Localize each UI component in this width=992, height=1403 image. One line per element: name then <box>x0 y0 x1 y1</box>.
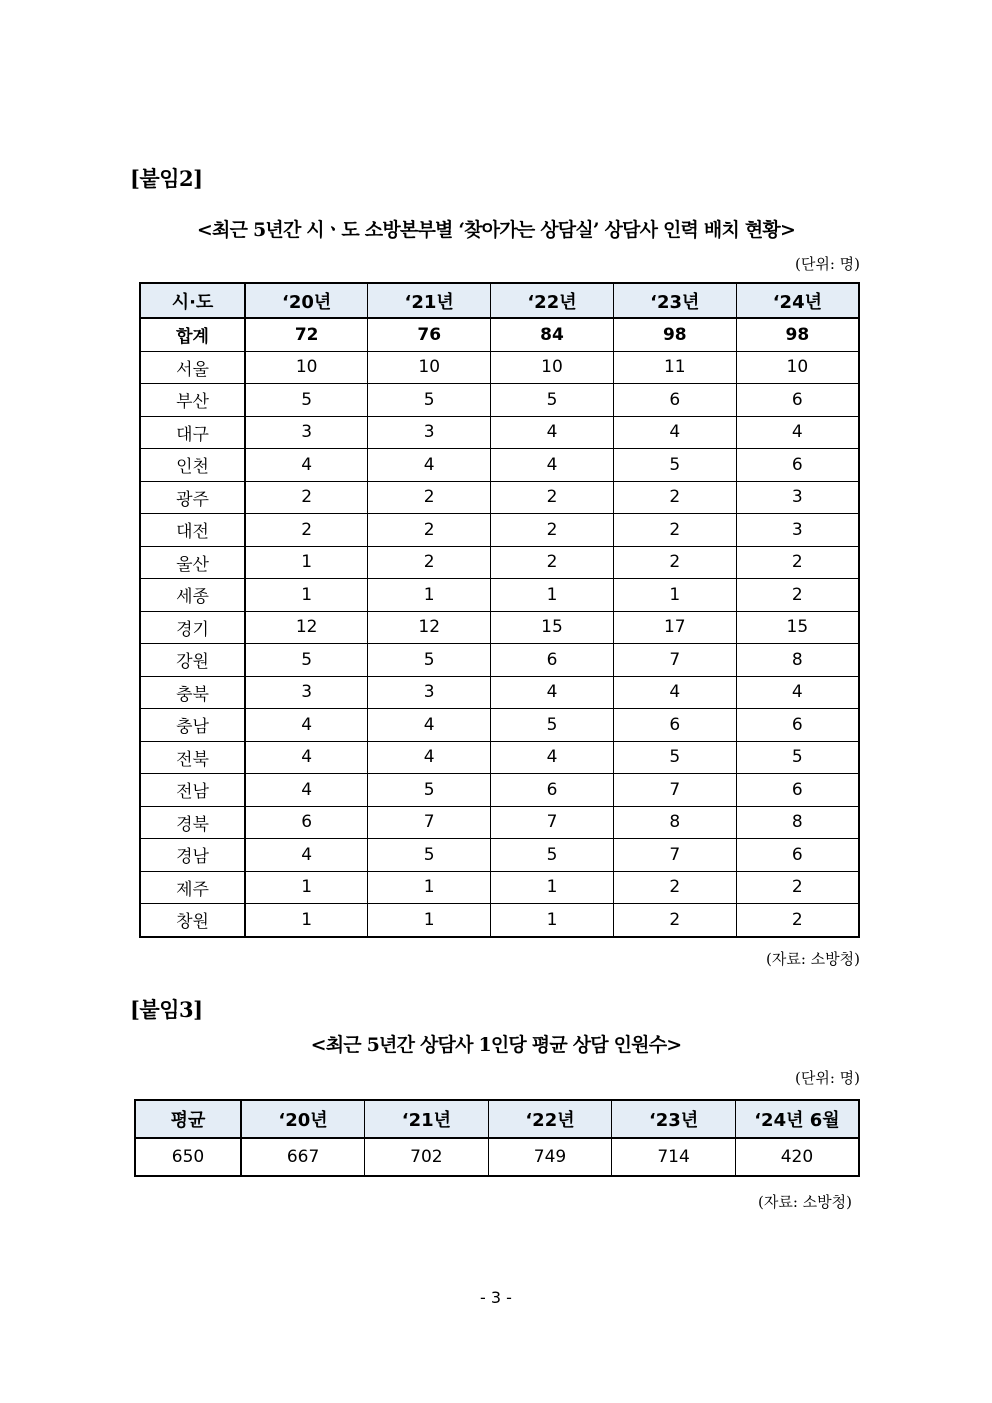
value-cell: 6 <box>613 709 736 742</box>
value-cell: 4 <box>736 416 859 449</box>
value-cell: 8 <box>613 806 736 839</box>
value-cell: 1 <box>491 871 614 904</box>
page-number: - 3 - <box>480 1288 512 1307</box>
value-cell: 5 <box>491 709 614 742</box>
value-cell: 4 <box>245 839 368 872</box>
region-cell: 대전 <box>140 514 245 547</box>
value-cell: 4 <box>491 416 614 449</box>
value-cell: 650 <box>135 1138 241 1176</box>
value-cell: 5 <box>368 774 491 807</box>
column-header: ‘24년 <box>736 283 859 318</box>
value-cell: 2 <box>736 579 859 612</box>
value-cell: 749 <box>488 1138 612 1176</box>
value-cell: 4 <box>245 709 368 742</box>
table-header-row <box>140 283 859 318</box>
region-cell: 대구 <box>140 416 245 449</box>
region-cell: 합계 <box>140 318 245 351</box>
region-cell: 경기 <box>140 611 245 644</box>
value-cell: 6 <box>245 806 368 839</box>
value-cell: 2 <box>245 481 368 514</box>
table-row <box>140 774 859 807</box>
value-cell: 2 <box>491 514 614 547</box>
region-cell: 충남 <box>140 709 245 742</box>
attachment2-source: (자료: 소방청) <box>766 950 860 968</box>
value-cell: 10 <box>491 351 614 384</box>
value-cell: 2 <box>613 904 736 937</box>
table-row <box>140 676 859 709</box>
value-cell: 1 <box>368 904 491 937</box>
value-cell: 7 <box>613 774 736 807</box>
value-cell: 420 <box>735 1138 859 1176</box>
value-cell: 2 <box>736 546 859 579</box>
value-cell: 7 <box>368 806 491 839</box>
value-cell: 1 <box>368 871 491 904</box>
value-cell: 3 <box>368 416 491 449</box>
value-cell: 7 <box>491 806 614 839</box>
table-row <box>140 351 859 384</box>
value-cell: 2 <box>491 546 614 579</box>
attachment2-title: <최근 5년간 시ㆍ도 소방본부별 ‘찾아가는 상담실’ 상담사 인력 배치 현황> <box>196 219 796 241</box>
value-cell: 72 <box>245 318 368 351</box>
value-cell: 76 <box>368 318 491 351</box>
value-cell: 4 <box>368 449 491 482</box>
region-cell: 창원 <box>140 904 245 937</box>
column-header: 평균 <box>135 1100 241 1138</box>
table-row <box>140 644 859 677</box>
region-cell: 강원 <box>140 644 245 677</box>
attachment3-source: (자료: 소방청) <box>758 1193 852 1211</box>
value-cell: 5 <box>613 449 736 482</box>
value-cell: 2 <box>613 514 736 547</box>
value-cell: 714 <box>612 1138 736 1176</box>
value-cell: 4 <box>736 676 859 709</box>
table-row <box>140 546 859 579</box>
region-cell: 인천 <box>140 449 245 482</box>
value-cell: 3 <box>245 676 368 709</box>
table-row <box>140 709 859 742</box>
value-cell: 5 <box>491 839 614 872</box>
value-cell: 6 <box>491 774 614 807</box>
table-row <box>140 579 859 612</box>
value-cell: 7 <box>613 839 736 872</box>
value-cell: 6 <box>736 774 859 807</box>
table-row <box>140 839 859 872</box>
attachment2-unit: (단위: 명) <box>795 255 860 273</box>
value-cell: 4 <box>491 741 614 774</box>
table-row <box>140 481 859 514</box>
table-row <box>140 806 859 839</box>
region-cell: 충북 <box>140 676 245 709</box>
table-row <box>140 904 859 937</box>
value-cell: 15 <box>736 611 859 644</box>
value-cell: 4 <box>491 676 614 709</box>
value-cell: 2 <box>368 481 491 514</box>
value-cell: 4 <box>491 449 614 482</box>
value-cell: 4 <box>368 709 491 742</box>
value-cell: 2 <box>368 546 491 579</box>
value-cell: 4 <box>613 676 736 709</box>
table-row <box>140 871 859 904</box>
value-cell: 5 <box>245 644 368 677</box>
value-cell: 98 <box>613 318 736 351</box>
value-cell: 5 <box>368 839 491 872</box>
column-header: ‘22년 <box>488 1100 612 1138</box>
value-cell: 4 <box>613 416 736 449</box>
column-header: ‘21년 <box>365 1100 489 1138</box>
column-header: ‘23년 <box>613 283 736 318</box>
value-cell: 5 <box>491 384 614 417</box>
staff-deployment-table <box>139 282 860 938</box>
value-cell: 4 <box>245 449 368 482</box>
value-cell: 4 <box>245 741 368 774</box>
value-cell: 2 <box>613 546 736 579</box>
value-cell: 5 <box>245 384 368 417</box>
column-header: ‘20년 <box>245 283 368 318</box>
value-cell: 2 <box>613 871 736 904</box>
value-cell: 4 <box>245 774 368 807</box>
value-cell: 84 <box>491 318 614 351</box>
value-cell: 1 <box>491 904 614 937</box>
table-row <box>140 514 859 547</box>
region-cell: 제주 <box>140 871 245 904</box>
value-cell: 98 <box>736 318 859 351</box>
region-cell: 부산 <box>140 384 245 417</box>
value-cell: 11 <box>613 351 736 384</box>
value-cell: 15 <box>491 611 614 644</box>
value-cell: 2 <box>368 514 491 547</box>
value-cell: 2 <box>245 514 368 547</box>
value-cell: 2 <box>736 871 859 904</box>
value-cell: 1 <box>245 871 368 904</box>
value-cell: 1 <box>368 579 491 612</box>
table-row <box>140 384 859 417</box>
value-cell: 7 <box>613 644 736 677</box>
value-cell: 3 <box>736 514 859 547</box>
value-cell: 3 <box>368 676 491 709</box>
value-cell: 6 <box>736 839 859 872</box>
column-header: ‘20년 <box>241 1100 365 1138</box>
value-cell: 2 <box>736 904 859 937</box>
value-cell: 10 <box>368 351 491 384</box>
region-cell: 전남 <box>140 774 245 807</box>
value-cell: 3 <box>245 416 368 449</box>
attachment2-heading: [붙임2] <box>130 166 203 191</box>
value-cell: 8 <box>736 644 859 677</box>
column-header: ‘22년 <box>491 283 614 318</box>
region-cell: 세종 <box>140 579 245 612</box>
value-cell: 1 <box>245 579 368 612</box>
region-cell: 서울 <box>140 351 245 384</box>
column-header: ‘24년 6월 <box>735 1100 859 1138</box>
value-cell: 8 <box>736 806 859 839</box>
table-header-row <box>135 1100 859 1138</box>
total-row <box>140 318 859 351</box>
region-cell: 경남 <box>140 839 245 872</box>
region-cell: 울산 <box>140 546 245 579</box>
region-cell: 전북 <box>140 741 245 774</box>
value-cell: 6 <box>736 384 859 417</box>
table-row <box>140 416 859 449</box>
average-counseling-table <box>134 1099 860 1177</box>
value-cell: 6 <box>736 449 859 482</box>
table-row <box>140 741 859 774</box>
table-row <box>140 611 859 644</box>
value-cell: 5 <box>368 644 491 677</box>
value-cell: 667 <box>241 1138 365 1176</box>
attachment3-unit: (단위: 명) <box>795 1069 860 1087</box>
value-cell: 5 <box>368 384 491 417</box>
value-cell: 5 <box>613 741 736 774</box>
value-cell: 1 <box>491 579 614 612</box>
attachment3-title: <최근 5년간 상담사 1인당 평균 상담 인원수> <box>310 1034 682 1056</box>
value-cell: 17 <box>613 611 736 644</box>
value-cell: 6 <box>613 384 736 417</box>
value-cell: 3 <box>736 481 859 514</box>
value-cell: 6 <box>736 709 859 742</box>
column-header: 시·도 <box>140 283 245 318</box>
value-cell: 10 <box>736 351 859 384</box>
value-cell: 5 <box>736 741 859 774</box>
value-cell: 702 <box>365 1138 489 1176</box>
value-cell: 2 <box>613 481 736 514</box>
value-cell: 6 <box>491 644 614 677</box>
column-header: ‘21년 <box>368 283 491 318</box>
region-cell: 광주 <box>140 481 245 514</box>
value-cell: 12 <box>368 611 491 644</box>
table-row <box>140 449 859 482</box>
region-cell: 경북 <box>140 806 245 839</box>
column-header: ‘23년 <box>612 1100 736 1138</box>
attachment3-heading: [붙임3] <box>130 997 203 1022</box>
value-cell: 12 <box>245 611 368 644</box>
value-cell: 1 <box>245 546 368 579</box>
value-cell: 4 <box>368 741 491 774</box>
table-row <box>135 1138 859 1176</box>
value-cell: 1 <box>613 579 736 612</box>
value-cell: 2 <box>491 481 614 514</box>
value-cell: 10 <box>245 351 368 384</box>
value-cell: 1 <box>245 904 368 937</box>
